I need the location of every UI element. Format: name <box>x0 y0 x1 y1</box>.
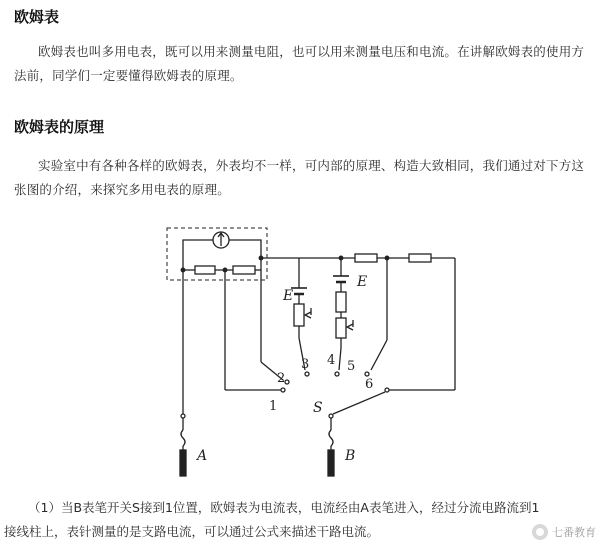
resistor-r2 <box>233 266 255 274</box>
rheostat-1 <box>294 304 304 326</box>
label-e2: E <box>357 274 368 290</box>
resistor-r5 <box>336 292 346 312</box>
label-6: 6 <box>365 377 374 392</box>
label-4: 4 <box>327 353 336 368</box>
label-3: 3 <box>301 357 310 372</box>
label-e1: E <box>283 288 294 304</box>
label-2: 2 <box>277 371 286 386</box>
terminal-2 <box>285 380 289 384</box>
section-title-ohmmeter: 欧姆表 <box>14 8 60 26</box>
step-1-line-2: 接线柱上，表针测量的是支路电流，可以通过公式来描述干路电流。 <box>4 524 380 539</box>
label-b: B <box>345 448 356 464</box>
probe-a-lead <box>181 430 185 446</box>
rheostat-2 <box>336 318 346 338</box>
watermark <box>532 524 596 540</box>
terminal-5 <box>365 372 369 376</box>
watermark-text: 七番教育 <box>552 526 596 539</box>
terminal-4 <box>335 372 339 376</box>
label-a: A <box>197 448 208 464</box>
terminal-3 <box>305 372 309 376</box>
probe-b-lead <box>329 430 333 446</box>
label-1: 1 <box>269 399 278 414</box>
wechat-logo-icon <box>532 524 548 540</box>
probe-b-icon <box>328 450 334 476</box>
resistor-r1 <box>195 266 215 274</box>
resistor-r4 <box>409 254 431 262</box>
terminal-1 <box>281 388 285 392</box>
step-1-line-1: （1）当B表笔开关S接到1位置，欧姆表为电流表，电流经由A表笔进入，经过分流电路流到1 <box>28 500 540 515</box>
switch-s-pivot <box>329 414 333 418</box>
label-s: S <box>313 400 323 416</box>
label-5: 5 <box>347 359 356 374</box>
probe-a-icon <box>180 450 186 476</box>
section-title-principle: 欧姆表的原理 <box>14 118 105 136</box>
terminal-6 <box>385 388 389 392</box>
multimeter-circuit-diagram <box>155 220 475 482</box>
intro-paragraph: 欧姆表也叫多用电表，既可以用来测量电阻，也可以用来测量电压和电流。在讲解欧姆表的使用方法前，同学们一定要懂得欧姆表的原理。 <box>14 44 585 83</box>
resistor-r3 <box>355 254 377 262</box>
principle-paragraph: 实验室中有各种各样的欧姆表，外表均不一样，可内部的原理、构造大致相同，我们通过对下方这张图的介绍，来探究多用电表的原理。 <box>14 158 585 197</box>
switch-s-arm <box>333 392 385 414</box>
